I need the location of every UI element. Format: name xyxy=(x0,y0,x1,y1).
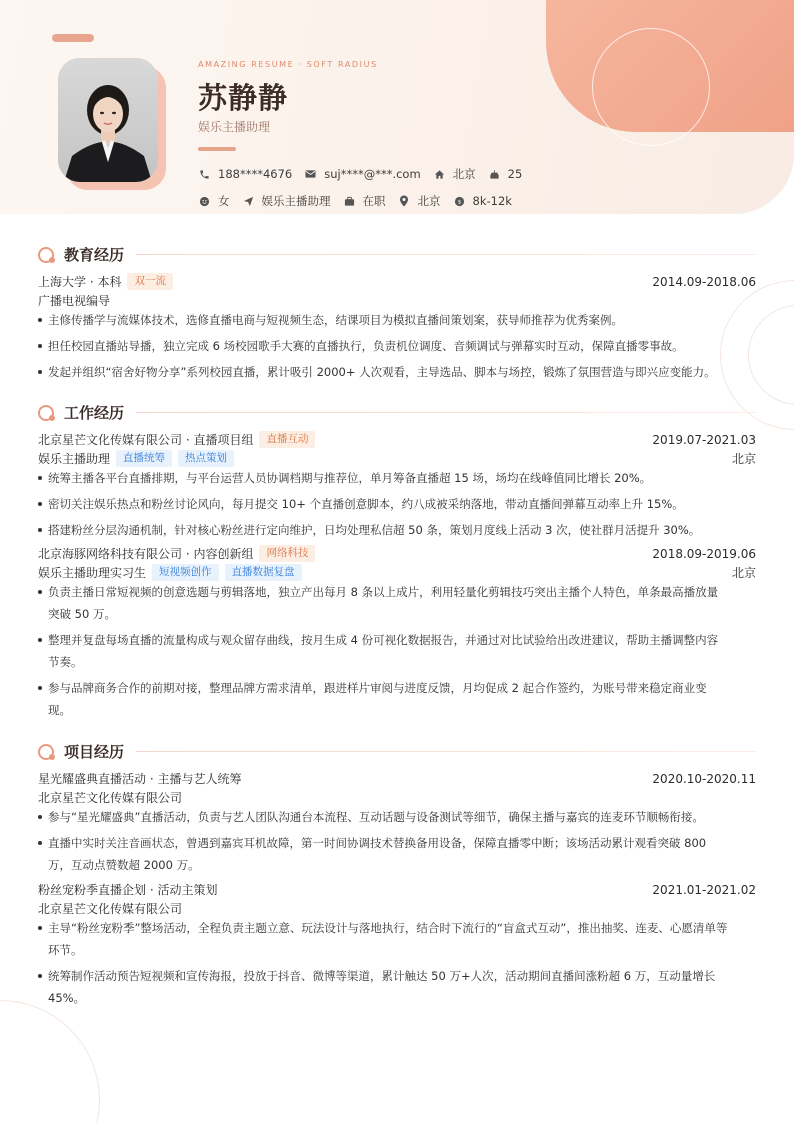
project-bullet: 主导“粉丝宠粉季”整场活动，全程负责主题立意、玩法设计与落地执行，结合时下流行的“盲盒式互动”，推出抽奖、连麦、心愿清单等 xyxy=(38,917,756,939)
home-icon xyxy=(433,168,446,181)
salary-value: 8k-12k xyxy=(472,194,512,208)
money-icon xyxy=(453,195,466,208)
job-bullet: 密切关注娱乐热点和粉丝讨论风向，每月提交 10+ 个直播创意脚本，约八成被采纳落地，带动直播间弹幕互动率上升 15%。 xyxy=(38,493,756,515)
resume-tagline: AMAZING RESUME · SOFT RADIUS xyxy=(198,60,378,69)
cake-icon xyxy=(488,168,501,181)
contact-row xyxy=(198,166,534,182)
section-badge-icon xyxy=(38,246,56,264)
target-role-value: 娱乐主播助理 xyxy=(261,194,331,208)
job-bullet-continuation xyxy=(38,603,756,625)
project-bullet-continuation xyxy=(38,987,756,1009)
company-name: 北京海豚网络科技有限公司 · 内容创新组 xyxy=(38,547,254,561)
project-bullet-continuation xyxy=(38,939,756,961)
school-tag: 双一流 xyxy=(127,273,173,290)
email-item xyxy=(304,167,420,181)
job-period: 2018.09-2019.06 xyxy=(652,546,756,561)
project-company-row xyxy=(38,789,756,806)
home-value: 北京 xyxy=(452,167,476,181)
job-city: 北京 xyxy=(731,452,756,466)
project-name: 星光耀盛典直播活动 · 主播与艺人统筹 xyxy=(38,772,242,786)
location-item xyxy=(398,193,441,209)
education-bullet: 发起并组织“宿舍好物分享”系列校园直播，累计吸引 2000+ 人次观看，主导选品、脚本与场控，锻炼了氛围营造与即兴应变能力。 xyxy=(38,361,756,383)
bullet-continuation-text: 万，互动点赞数超 2000 万。 xyxy=(48,858,200,872)
status-item xyxy=(343,193,386,209)
decorative-ring xyxy=(592,28,710,146)
bullet-continuation-text: 现。 xyxy=(48,703,71,717)
education-major xyxy=(38,292,756,309)
age-item xyxy=(488,167,523,181)
section-badge-icon xyxy=(38,743,56,761)
project-section-title xyxy=(38,741,756,762)
bullet-continuation-text: 节奏。 xyxy=(48,655,83,669)
project-name: 粉丝宠粉季直播企划 · 活动主策划 xyxy=(38,883,218,897)
education-header xyxy=(38,273,756,290)
phone-value: 188****4676 xyxy=(218,167,293,181)
school-name: 上海大学 · 本科 xyxy=(38,275,122,289)
skill-tag: 热点策划 xyxy=(178,450,234,467)
smiley-icon xyxy=(198,195,211,208)
job-city: 北京 xyxy=(731,566,756,580)
project-company-row xyxy=(38,900,756,917)
section-title-text: 项目经历 xyxy=(64,743,125,761)
section-divider xyxy=(136,254,756,255)
education-section-title xyxy=(38,244,756,265)
job-position: 娱乐主播助理实习生 xyxy=(38,566,147,580)
education-bullet: 担任校园直播站导播，独立完成 6 场校园歌手大赛的直播执行，负责机位调度、音频调试与弹幕实时互动，保障直播零事故。 xyxy=(38,335,756,357)
bullet-continuation-text: 45%。 xyxy=(48,991,86,1005)
job-bullet-continuation xyxy=(38,699,756,721)
company-name: 北京星芒文化传媒有限公司 · 直播项目组 xyxy=(38,433,254,447)
skill-tag: 短视频创作 xyxy=(152,564,219,581)
bullet-continuation-text: 突破 50 万。 xyxy=(48,607,116,621)
job-position: 娱乐主播助理 xyxy=(38,452,111,466)
phone-item xyxy=(198,167,292,181)
gender-value: 女 xyxy=(218,194,230,208)
job-bullet: 负责主播日常短视频的创意选题与剪辑落地，独立产出每月 8 条以上成片，利用轻量化剪辑技巧突出主播个人特色，单条最高播放量 xyxy=(38,581,756,603)
target-role-item xyxy=(242,193,331,209)
gender-item xyxy=(198,193,230,209)
project-bullet: 参与“星光耀盛典”直播活动，负责与艺人团队沟通台本流程、互动话题与设备测试等细节，确保主播与嘉宾的连麦环节顺畅衔接。 xyxy=(38,806,756,828)
location-pin-icon xyxy=(398,195,411,208)
candidate-role: 娱乐主播助理 xyxy=(198,120,271,134)
phone-icon xyxy=(198,168,211,181)
project-period: 2020.10-2020.11 xyxy=(652,771,756,786)
job-position-row xyxy=(38,450,756,467)
status-value: 在职 xyxy=(362,194,386,208)
decorative-pill xyxy=(52,34,94,42)
resume-header xyxy=(0,0,794,214)
project-header xyxy=(38,770,756,787)
industry-tag: 直播互动 xyxy=(259,431,315,448)
project-company: 北京星芒文化传媒有限公司 xyxy=(38,902,183,916)
profile-row xyxy=(198,193,524,209)
bullet-continuation-text: 环节。 xyxy=(48,943,83,957)
job-period: 2019.07-2021.03 xyxy=(652,432,756,447)
job-bullet: 统筹主播各平台直播排期，与平台运营人员协调档期与推荐位，单月筹备直播超 15 场，场均在线峰值同比增长 20%。 xyxy=(38,467,756,489)
project-period: 2021.01-2021.02 xyxy=(652,882,756,897)
industry-tag: 网络科技 xyxy=(259,545,315,562)
candidate-name: 苏静静 xyxy=(198,81,289,115)
skill-tag: 直播统筹 xyxy=(116,450,172,467)
svg-text:$: $ xyxy=(457,199,461,206)
section-title-text: 教育经历 xyxy=(64,246,125,264)
project-bullet-continuation xyxy=(38,854,756,876)
work-section-title xyxy=(38,402,756,423)
job-header xyxy=(38,431,756,448)
job-position-row xyxy=(38,564,756,581)
job-bullet: 整理并复盘每场直播的流量构成与观众留存曲线，按月生成 4 份可视化数据报告，并通过对比试验给出改进建议，帮助主播调整内容 xyxy=(38,629,756,651)
job-bullet: 参与品牌商务合作的前期对接，整理品牌方需求清单，跟进样片审阅与进度反馈，月均促成 2 起合作签约，为账号带来稳定商业变 xyxy=(38,677,756,699)
project-company: 北京星芒文化传媒有限公司 xyxy=(38,791,183,805)
send-icon xyxy=(242,195,255,208)
education-period: 2014.09-2018.06 xyxy=(652,274,756,289)
salary-item xyxy=(453,194,512,208)
section-divider xyxy=(136,412,756,413)
major-name: 广播电视编导 xyxy=(38,294,111,308)
email-value: suj****@***.com xyxy=(324,167,421,181)
decorative-ring-left xyxy=(0,1000,100,1123)
job-bullet: 搭建粉丝分层沟通机制，针对核心粉丝进行定向维护，日均处理私信超 50 条，策划月度线上活动 3 次，使社群月活提升 30%。 xyxy=(38,519,756,541)
job-bullet-continuation xyxy=(38,651,756,673)
education-bullet: 主修传播学与流媒体技术，选修直播电商与短视频生态，结课项目为模拟直播间策划案，获导师推荐为优秀案例。 xyxy=(38,309,756,331)
project-bullet: 直播中实时关注音画状态，曾遇到嘉宾耳机故障，第一时间协调技术替换备用设备，保障直播零中断；该场活动累计观看突破 800 xyxy=(38,832,756,854)
age-value: 25 xyxy=(507,167,523,181)
home-item xyxy=(433,166,476,182)
mail-icon xyxy=(304,168,317,181)
name-underline xyxy=(198,147,236,151)
section-badge-icon xyxy=(38,404,56,422)
project-bullet: 统筹制作活动预告短视频和宣传海报，投放于抖音、微博等渠道，累计触达 50 万+人次，活动期间直播间涨粉超 6 万，互动量增长 xyxy=(38,965,756,987)
briefcase-icon xyxy=(343,195,356,208)
job-header xyxy=(38,545,756,562)
profile-photo xyxy=(58,58,158,182)
section-title-text: 工作经历 xyxy=(64,404,125,422)
project-header xyxy=(38,881,756,898)
skill-tag: 直播数据复盘 xyxy=(225,564,302,581)
section-divider xyxy=(136,751,756,752)
location-value: 北京 xyxy=(417,194,441,208)
